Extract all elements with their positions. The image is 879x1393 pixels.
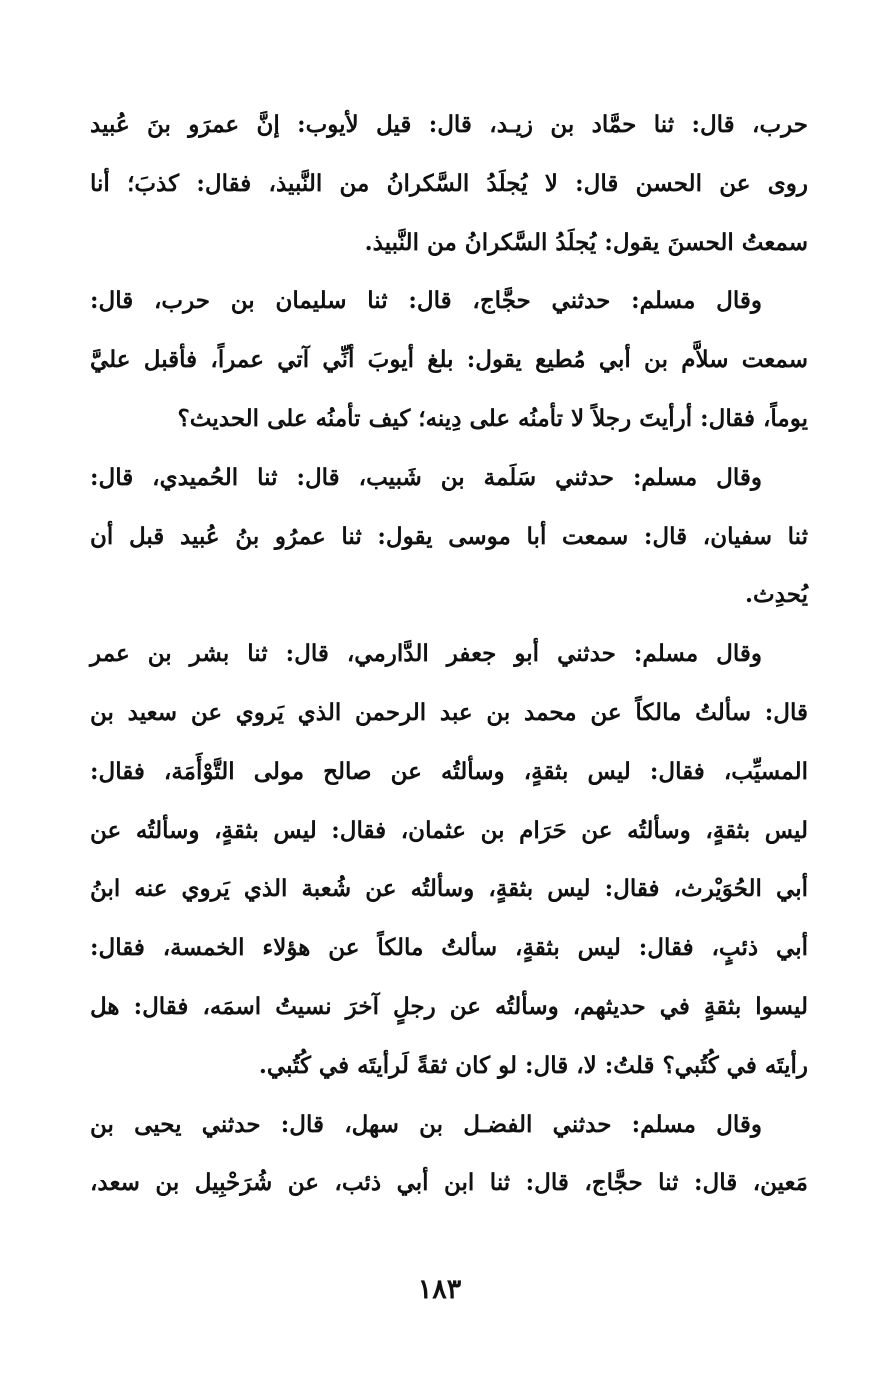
text-line: روى عن الحسن قال: لا يُجلَدُ السَّكرانُ من النَّبيذ، فقال: كذبَ؛ أنا [90,169,808,197]
page-number: ١٨٣ [417,1274,462,1305]
text-line: يوماً، فقال: أرأيتَ رجلاً لا تأمنُه على دِينه؛ كيف تأمنُه على الحديث؟ [177,404,808,432]
text-line: رأيتَه في كُتُبي؟ قلتُ: لا، قال: لو كان ثقةً لَرأيتَه في كُتُبي. [258,1051,808,1079]
text-line: يُحدِث. [745,581,808,609]
text-line: وقال مسلم: حدثني الفضـل بن سهل، قال: حدثني يحيى بن [90,1110,762,1138]
text-line: أبي ذئبٍ، فقال: ليس بثقةٍ، سألتُ مالكاً عن هؤلاء الخمسة، فقال: [90,934,808,962]
text-line: وقال مسلم: حدثني أبو جعفر الدَّارمي، قال: ثنا بشر بن عمر [90,640,762,668]
text-line: سمعتُ الحسنَ يقول: يُجلَدُ السَّكرانُ من النَّبيذ. [364,228,808,256]
text-line: مَعين، قال: ثنا حجَّاج، قال: ثنا ابن أبي ذئب، عن شُرَحْبِيل بن سعد، [90,1169,808,1197]
paragraph [90,449,808,625]
text-line: المسيِّب، فقال: ليس بثقةٍ، وسألتُه عن صالح مولى التَّوْأَمَة، فقال: [90,757,808,785]
text-line: ثنا سفيان، قال: سمعت أبا موسى يقول: ثنا عمرُو بنُ عُبيد قبل أن [90,522,808,550]
paragraph [90,96,808,272]
paragraph [90,1096,808,1214]
text-line: أبي الحُوَيْرث، فقال: ليس بثقةٍ، وسألتُه عن شُعبة الذي يَروي عنه ابنُ [90,875,808,903]
text-line: وقال مسلم: حدثني سَلَمة بن شَبيب، قال: ثنا الحُميدي، قال: [90,463,762,491]
text-line: ليسوا بثقةٍ في حديثهم، وسألتُه عن رجلٍ آخرَ نسيتُ اسمَه، فقال: هل [90,992,808,1020]
paragraph [90,625,808,1095]
text-line: ليس بثقةٍ، وسألتُه عن حَرَام بن عثمان، فقال: ليس بثقةٍ، وسألتُه عن [90,816,808,844]
text-line: سمعت سلاَّم بن أبي مُطيع يقول: بلغ أيوبَ أنِّي آتي عمراً، فأقبل عليَّ [90,346,808,374]
paragraph [90,272,808,448]
body-text [90,96,808,1213]
text-line: وقال مسلم: حدثني حجَّاج، قال: ثنا سليمان بن حرب، قال: [90,287,762,315]
text-line: حرب، قال: ثنا حمَّاد بن زيـد، قال: قيل لأيوب: إنَّ عمرَو بنَ عُبيد [90,111,808,138]
text-line: قال: سألتُ مالكاً عن محمد بن عبد الرحمن الذي يَروي عن سعيد بن [90,698,808,726]
